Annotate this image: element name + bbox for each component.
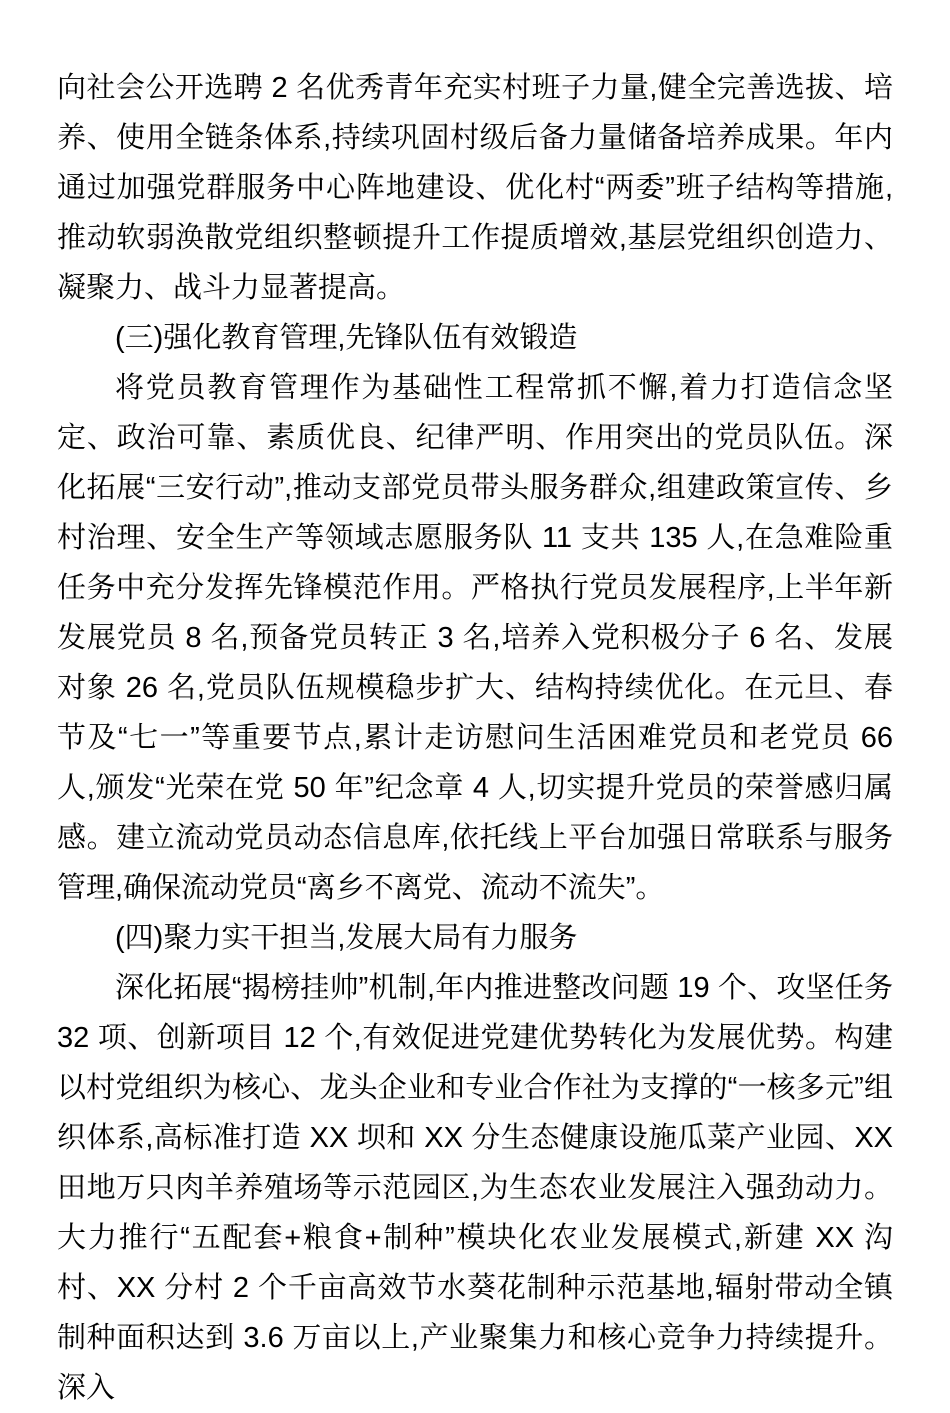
section-heading: (四)聚力实干担当,发展大局有力服务 [115, 922, 578, 954]
paragraph: 将党员教育管理作为基础性工程常抓不懈,着力打造信念坚定、政治可靠、素质优良、纪律严明、作用突出的党员队伍。深化拓展“三安行动”,推动支部党员带头服务群众,组建政策宣传、乡村治理、安全生产等领域志愿服务队 11 支共 135 人,在急难险重任务中充分发挥先锋模范作用。严格执行党员发展程序,上半年新发展党员 8 名,预备党员转正 3 名,培养入党积极分子 6 名、发展对象 26 名,党员队伍规模稳步扩大、结构持续优化。在元旦、春节及“七一”等重要节点,累计走访慰问生活困难党员和老党员 66 人,颁发“光荣在党 50 年”纪念章 4 人,切实提升党员的荣誉感归属感。建立流动党员动态信息库,依托线上平台加强日常联系与服务管理,确保流动党员“离乡不离党、流动不流失”。 [57, 372, 893, 904]
document-body [57, 63, 893, 1413]
section-heading: (三)强化教育管理,先锋队伍有效锻造 [115, 322, 578, 354]
paragraph: 向社会公开选聘 2 名优秀青年充实村班子力量,健全完善选拔、培养、使用全链条体系,持续巩固村级后备力量储备培养成果。年内通过加强党群服务中心阵地建设、优化村“两委”班子结构等措施,推动软弱涣散党组织整顿提升工作提质增效,基层党组织创造力、凝聚力、战斗力显著提高。 [57, 72, 893, 304]
paragraph: 深化拓展“揭榜挂帅”机制,年内推进整改问题 19 个、攻坚任务 32 项、创新项目 12 个,有效促进党建优势转化为发展优势。构建以村党组织为核心、龙头企业和专业合作社为支撑的“一核多元”组织体系,高标准打造 XX 坝和 XX 分生态健康设施瓜菜产业园、XX 田地万只肉羊养殖场等示范园区,为生态农业发展注入强劲动力。大力推行“五配套+粮食+制种”模块化农业发展模式,新建 XX 沟村、XX 分村 2 个千亩高效节水葵花制种示范基地,辐射带动全镇制种面积达到 3.6 万亩以上,产业聚集力和核心竞争力持续提升。深入 [57, 972, 893, 1404]
